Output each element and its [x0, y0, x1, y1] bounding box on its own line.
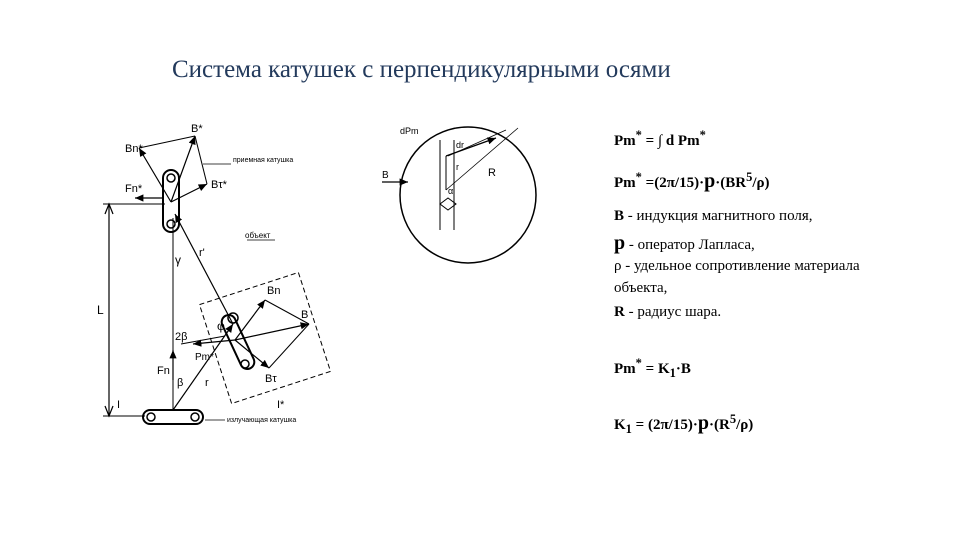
label-alpha: α	[448, 186, 454, 196]
definition-R: R - радиус шара.	[614, 304, 722, 320]
label-I: I	[117, 399, 121, 411]
label-Bn: Bn	[267, 285, 281, 297]
label-receiver: приемная катушка	[233, 157, 294, 164]
label-B-star: B*	[191, 123, 203, 135]
label-emitter: излучающая катушка	[227, 417, 297, 424]
label-R: R	[488, 167, 496, 179]
slide-title: Система катушек с перпендикулярными осями	[172, 56, 671, 83]
label-dPm: dPm	[400, 126, 419, 136]
label-Fn-star: Fn*	[125, 183, 143, 195]
label-L: L	[97, 303, 104, 317]
definition-rho-cont: объекта,	[614, 280, 668, 296]
sphere-diagram	[378, 120, 538, 270]
label-B: B	[301, 309, 309, 321]
label-Pm-star: Pm*	[195, 352, 214, 363]
formula-3: $Pm^* = K_1\cdot B$	[614, 356, 691, 380]
label-r-prime: r'	[199, 247, 205, 259]
label-dr: dr	[456, 140, 465, 150]
coil-system-diagram	[95, 118, 335, 443]
formula-1: Pm* = ∫ d Pm*	[614, 128, 706, 149]
formula-4: $K_1 = (2\pi/15)\cdot p\cdot(R^5/\rho)$	[614, 412, 754, 436]
definition-rho: ρ - удельное сопротивление материала	[614, 258, 860, 274]
label-Bt: Bτ	[265, 373, 277, 385]
label-2beta: 2β	[175, 331, 188, 343]
label-r-sphere: r	[456, 162, 459, 172]
formula-2: $Pm^* =(2\pi/15)\cdot p\cdot(BR^5/\rho)$	[614, 170, 770, 192]
label-beta: β	[177, 377, 184, 389]
label-Fn: Fn	[157, 365, 170, 377]
emitting-coil	[143, 410, 203, 424]
label-object: объект	[245, 231, 271, 240]
label-Bn-star: Bn*	[125, 143, 143, 155]
label-phi: φ	[217, 319, 225, 333]
label-gamma: γ	[175, 253, 181, 267]
label-B-field: B	[382, 170, 389, 181]
definition-B: B - индукция магнитного поля,	[614, 208, 813, 224]
label-I-star: I*	[277, 399, 285, 411]
definition-p: p - оператор Лапласа,	[614, 232, 755, 254]
label-r: r	[205, 377, 209, 389]
label-Bt-star: Bτ*	[211, 179, 227, 191]
